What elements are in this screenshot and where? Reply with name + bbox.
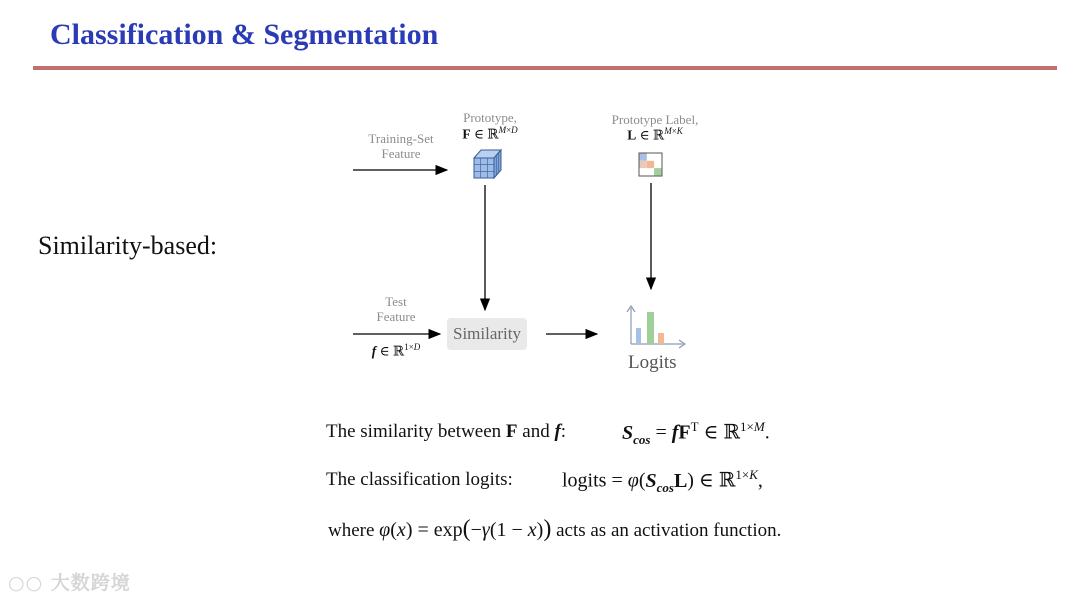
equation-line-3: where φ(x) = exp(−γ(1 − x)) acts as an activation function. xyxy=(328,516,782,542)
test-feature-label: Test Feature xyxy=(376,294,416,324)
logits-label: Logits xyxy=(628,352,677,373)
similarity-box: Similarity xyxy=(447,318,527,350)
logits-formula: logits = $\varphi(S_{cos}L)$ ∈ ℝ$^{1\times K}$, xyxy=(562,467,763,495)
prototype-label-2: Prototype Label, xyxy=(611,112,699,127)
slide-title: Classification & Segmentation xyxy=(50,18,439,51)
logits-bar-icon xyxy=(627,306,685,348)
similarity-formula: $S_{cos} = fF^T$ ∈ ℝ$^{1\times M}$. xyxy=(622,419,770,447)
test-math: f ∈ ℝ$^{1\times D}$ xyxy=(371,342,421,359)
equation-line-1: The similarity between F and f: xyxy=(326,421,567,442)
prototype-cube-icon xyxy=(474,150,501,178)
prototype-label: Prototype, xyxy=(463,110,517,125)
prototype-math: F ∈ ℝ$^{M\times D}$ xyxy=(462,125,518,142)
watermark-logo: ○○ 大数跨境 xyxy=(8,572,131,594)
label-math: L ∈ ℝ$^{M\times K}$ xyxy=(627,126,683,143)
equation-line-2: The classification logits: xyxy=(326,469,513,490)
prototype-label-matrix-icon xyxy=(639,153,662,176)
training-feature-label: Training-Set Feature xyxy=(368,131,434,161)
section-label: Similarity-based: xyxy=(38,231,218,260)
watermark-icon: ○○ xyxy=(8,572,44,594)
